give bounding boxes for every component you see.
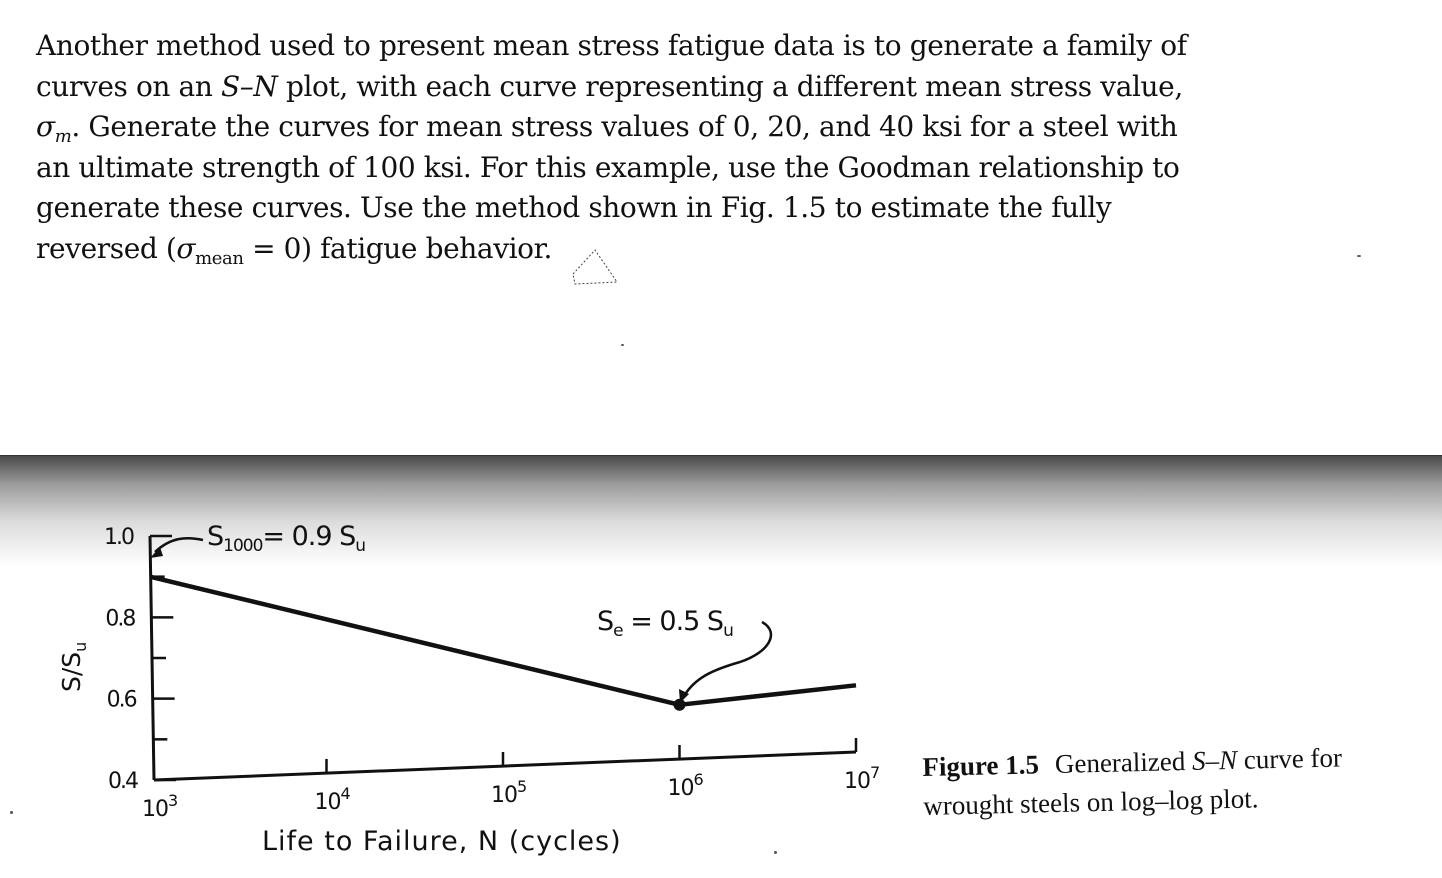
x-tick-label: $10^7$	[844, 763, 880, 794]
y-axis-label: $S/S_u$	[57, 641, 90, 692]
scan-speck	[621, 344, 624, 346]
endurance-limit-annotation: $S_e = 0.5$ $S_u$	[597, 606, 733, 641]
x-tick-label: $10^3$	[142, 790, 178, 822]
s1000-annotation: $S_{1000}= 0.9$ $S_u$	[207, 521, 366, 556]
endurance-knee-point	[674, 699, 686, 711]
cursor-annotation-icon	[565, 240, 625, 290]
s1000-pointer-arrow	[155, 538, 203, 552]
problem-line-4: an ultimate strength of 100 ksi. For this example, use the Goodman relationship to	[36, 150, 1180, 184]
problem-line-6: reversed $(\sigma_{mean} = 0)$ fatigue behavior.	[36, 231, 553, 269]
problem-statement	[36, 26, 1261, 269]
y-tick-label: 1.0	[104, 525, 133, 550]
problem-line-1: Another method used to present mean stress fatigue data is to generate a family of	[36, 29, 1187, 62]
x-tick-label: $10^6$	[667, 770, 703, 801]
x-axis-label: Life to Failure, N (cycles)	[262, 826, 622, 857]
problem-line-5: generate these curves. Use the method shown in Fig. 1.5 to estimate the fully	[36, 191, 1112, 224]
y-tick-label: 0.6	[106, 687, 136, 713]
x-axis	[154, 752, 856, 780]
problem-line-2: curves on an S–N plot, with each curve representing a different mean stress value,	[36, 69, 1183, 103]
x-tick-label: $10^4$	[314, 784, 350, 815]
y-tick-label: 0.8	[105, 606, 135, 632]
problem-line-3: $\sigma_m$. Generate the curves for mean stress values of 0, 20, and 40 ksi for a steel with	[36, 110, 1178, 147]
figure-caption: Figure 1.5 Generalized S–N curve for wrought steels on log–log plot.	[922, 742, 1343, 821]
scan-speck	[1357, 255, 1361, 257]
figure-label: Figure 1.5	[922, 749, 1040, 782]
arrowhead	[150, 547, 163, 558]
sn-curve-line	[150, 577, 856, 705]
x-tick-label: $10^5$	[491, 777, 527, 808]
y-tick-label: 0.4	[108, 769, 137, 794]
